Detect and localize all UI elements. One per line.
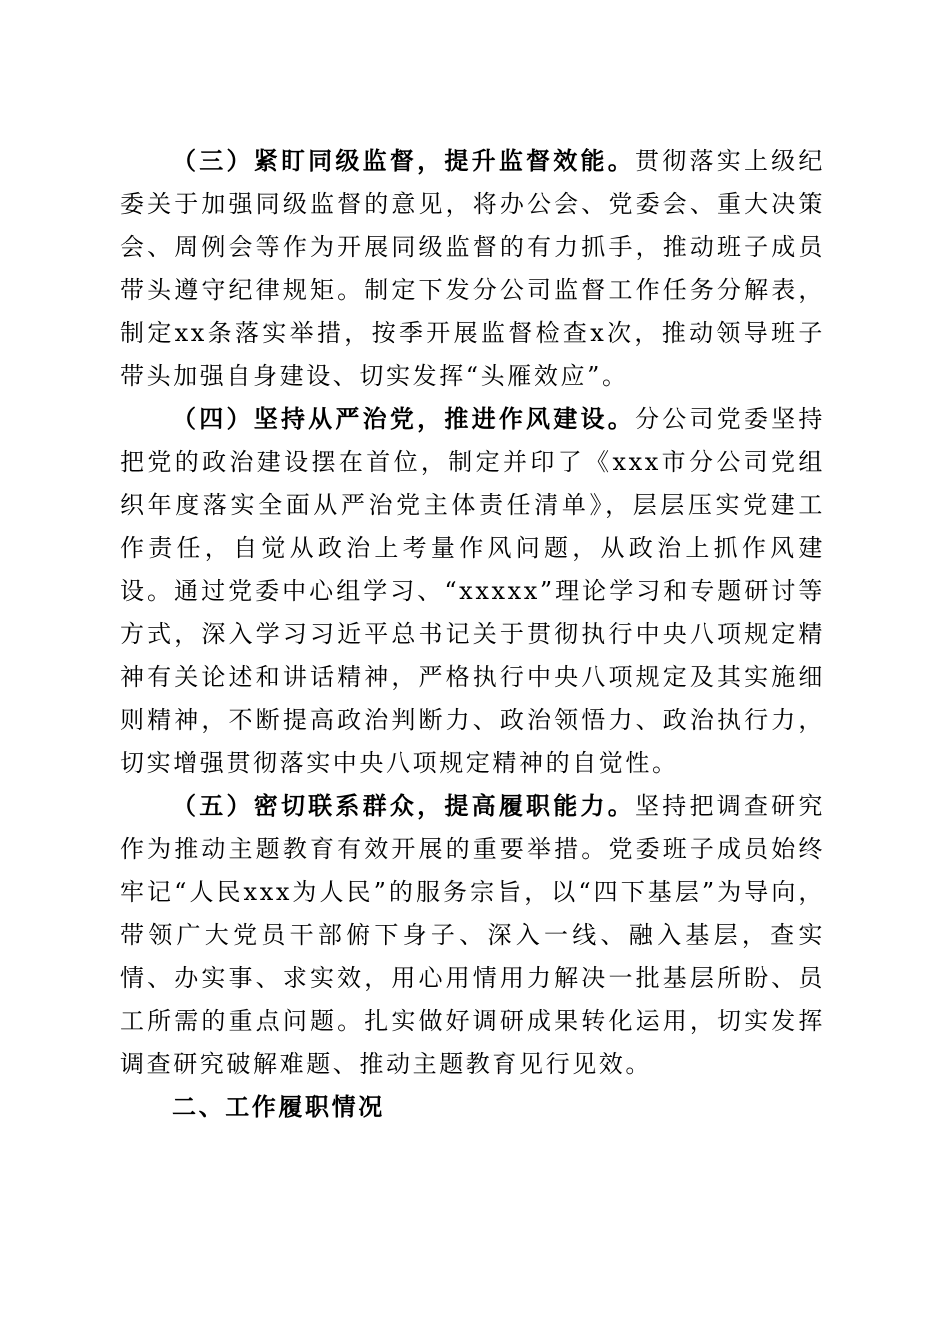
- paragraph-lead: （四）坚持从严治党，推进作风建设。: [172, 405, 635, 433]
- paragraph-body: 坚持把调查研究作为推动主题教育有效开展的重要举措。党委班子成员始终牢记“人民xxx为人民”的服务宗旨，以“四下基层”为导向，带领广大党员干部俯下身子、深入一线、融入基层，查实情、办实事、求实效，用心用情用力解决一批基层所盼、员工所需的重点问题。扎实做好调研成果转化运用，切实发挥调查研究破解难题、推动主题教育见行见效。: [120, 792, 826, 1078]
- document-page: [120, 140, 825, 1129]
- section-heading: 二、工作履职情况: [172, 1093, 385, 1121]
- paragraph-body: 分公司党委坚持把党的政治建设摆在首位，制定并印了《xxx市分公司党组织年度落实全面从严治党主体责任清单》，层层压实党建工作责任，自觉从政治上考量作风问题，从政治上抓作风建设。通过党委中心组学习、“xxxxx”理论学习和专题研讨等方式，深入学习习近平总书记关于贯彻执行中央八项规定精神有关论述和讲话精神，严格执行中央八项规定及其实施细则精神，不断提高政治判断力、政治领悟力、政治执行力，切实增强贯彻落实中央八项规定精神的自觉性。: [120, 405, 826, 777]
- paragraph-contact-masses: [120, 785, 825, 1086]
- paragraph-body: 贯彻落实上级纪委关于加强同级监督的意见，将办公会、党委会、重大决策会、周例会等作为开展同级监督的有力抓手，推动班子成员带头遵守纪律规矩。制定下发分公司监督工作任务分解表，制定xx条落实举措，按季开展监督检查x次，推动领导班子带头加强自身建设、切实发挥“头雁效应”。: [120, 147, 826, 390]
- paragraph-lead: （五）密切联系群众，提高履职能力。: [172, 792, 635, 820]
- paragraph-party-discipline: [120, 398, 825, 785]
- paragraph-supervision: [120, 140, 825, 398]
- paragraph-lead: （三）紧盯同级监督，提升监督效能。: [172, 147, 635, 175]
